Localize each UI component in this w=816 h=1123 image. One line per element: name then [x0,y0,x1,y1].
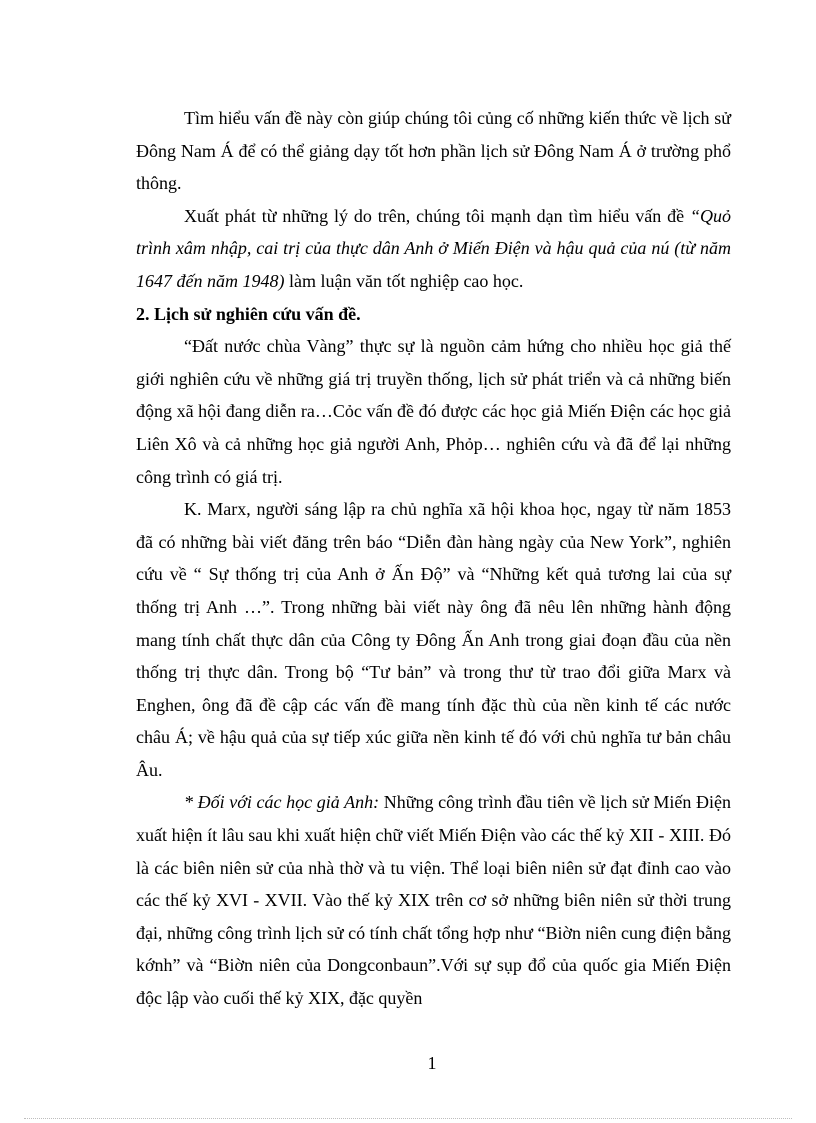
paragraph-golden-pagoda: “Đất nước chùa Vàng” thực sự là nguồn cảm hứng cho nhiều học giả thế giới nghiên cứu về những giá trị truyền thống, lịch sử phát triển và cả những biến động xã hội đang diễn ra…Cỏc vấn đề đó được các học giả Miến Điện các học giả Liên Xô và cả những học giả người Anh, Phỏp… nghiên cứu và đã để lại những công trình có giá trị. [136,336,731,487]
paragraph-purpose: Tìm hiểu vấn đề này còn giúp chúng tôi củng cố những kiến thức về lịch sử Đông Nam Á để có thể giảng dạy tốt hơn phần lịch sử Đông Nam Á ở trường phổ thông. [136,108,731,194]
page-bottom-divider [24,1118,792,1119]
page-number: 1 [427,1053,437,1073]
english-scholars-label: * Đối với các học giả Anh: [184,792,380,813]
thesis-tail-text: làm luận văn tốt nghiệp cao học. [284,270,524,291]
paragraph-english-scholars [136,786,731,1014]
english-scholars-text: Những công trình đầu tiên về lịch sử Miến Điện xuất hiện ít lâu sau khi xuất hiện chữ viết Miến Điện vào các thế kỷ XII - XIII. Đó là các biên niên sử của nhà thờ và tu viện. Thể loại biên niên sử đạt đỉnh cao vào các thế kỷ XVI - XVII. Vào thế kỷ XIX trên cơ sở những biên niên sử thời trung đại, những công trình lịch sử có tính chất tổng hợp như “Biờn niên cung điện bằng kớnh” và “Biờn niên của Dongconbaun”.Với sự sụp đổ của quốc gia Miến Điện độc lập vào cuối thế kỷ XIX, đặc quyền [136,792,732,1009]
section-heading: 2. Lịch sử nghiên cứu vấn đề. [136,303,361,324]
paragraph-thesis-topic [136,200,731,298]
thesis-lead-text: Xuất phát từ những lý do trên, chúng tôi mạnh dạn tìm hiểu vấn đề [184,205,690,226]
thesis-title: “Quỏ trình xâm nhập, cai trị của thực dân Anh ở Miến Điện và hậu quả của nú (từ năm 1647 đến năm 1948) [136,205,731,291]
paragraph-marx: K. Marx, người sáng lập ra chủ nghĩa xã hội khoa học, ngay từ năm 1853 đã có những bài viết đăng trên báo “Diễn đàn hàng ngày của New York”, nghiên cứu về “ Sự thống trị của Anh ở Ấn Độ” và “Những kết quả tương lai của sự thống trị Anh …”. Trong những bài viết này ông đã nêu lên những hành động mang tính chất thực dân của Công ty Đông Ấn Anh trong giai đoạn đầu của nền thống trị thực dân. Trong bộ “Tư bản” và trong thư từ trao đổi giữa Marx và Enghen, ông đã đề cập các vấn đề mang tính đặc thù của nền kinh tế các nước châu Á; về hậu quả của sự tiếp xúc giữa nền kinh tế đó với chủ nghĩa tư bản châu Âu. [136,499,731,780]
page-body [136,102,731,1015]
